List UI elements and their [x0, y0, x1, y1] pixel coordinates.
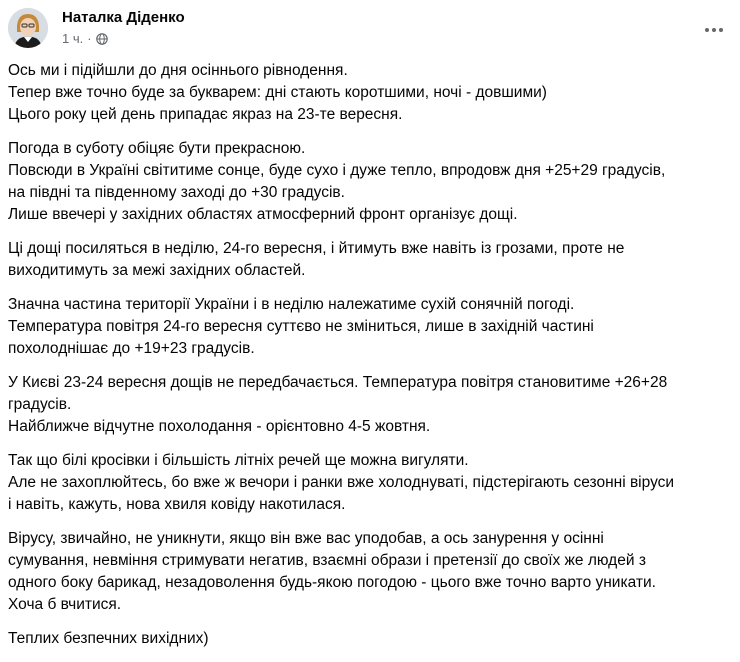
globe-icon[interactable]	[96, 33, 108, 45]
paragraph-2: Погода в суботу обіцяє бути прекрасною. Повсюди в Україні світитиме сонце, буде сухо і дуже тепло, впродовж дня +25+29 градусів, на півдні та південному заході до +30 градусів. Лише ввечері у західних областях атмосферний фронт організує дощі.	[8, 140, 666, 223]
post-time[interactable]: 1 ч.	[62, 31, 84, 46]
meta-separator: ·	[87, 31, 92, 46]
paragraph-3: Ці дощі посиляться в неділю, 24-го вересня, і йтимуть вже навіть із грозами, проте не виходитимуть за межі західних областей.	[8, 240, 625, 279]
post-body	[8, 60, 728, 662]
post-header	[8, 8, 732, 56]
more-options-button[interactable]	[696, 12, 732, 48]
paragraph-5: У Києві 23-24 вересня дощів не передбачається. Температура повітря становитиме +26+28 градусів. Найближче відчутне похолодання - орієнтовно 4-5 жовтня.	[8, 374, 668, 435]
avatar-photo	[8, 8, 48, 48]
avatar[interactable]	[8, 8, 48, 48]
paragraph-1: Ось ми і підійшли до дня осіннього рівнодення. Тепер вже точно буде за букварем: дні стають коротшими, ночі - довшими) Цього року цей день припадає якраз на 23-те вересня.	[8, 62, 547, 123]
author-name[interactable]: Наталка Діденко	[62, 9, 185, 26]
post-meta	[62, 31, 108, 46]
paragraph-6: Так що білі кросівки і більшість літніх речей ще можна вигуляти. Але не захоплюйтесь, бо вже ж вечори і ранки вже холоднуваті, підстерігають сезонні віруси і навіть, кажуть, нова хвиля ковіду накотилася.	[8, 452, 675, 513]
paragraph-8: Теплих безпечних вихідних)	[8, 630, 209, 647]
paragraph-4: Значна частина території України і в неділю належатиме сухій сонячній погоді. Температура повітря 24-го вересня суттєво не зміниться, лише в західній частині похолоднішає до +19+23 градусів.	[8, 296, 594, 357]
more-options-icon	[705, 28, 709, 32]
paragraph-7: Вірусу, звичайно, не уникнути, якщо він вже вас уподобав, а ось занурення у осінні сумування, невміння стримувати негатив, взаємні образи і претензії до своїх же людей з одного боку барикад, незадоволення будь-якою погодою - цього вже точно варто уникати. Хоча б вчитися.	[8, 530, 656, 613]
